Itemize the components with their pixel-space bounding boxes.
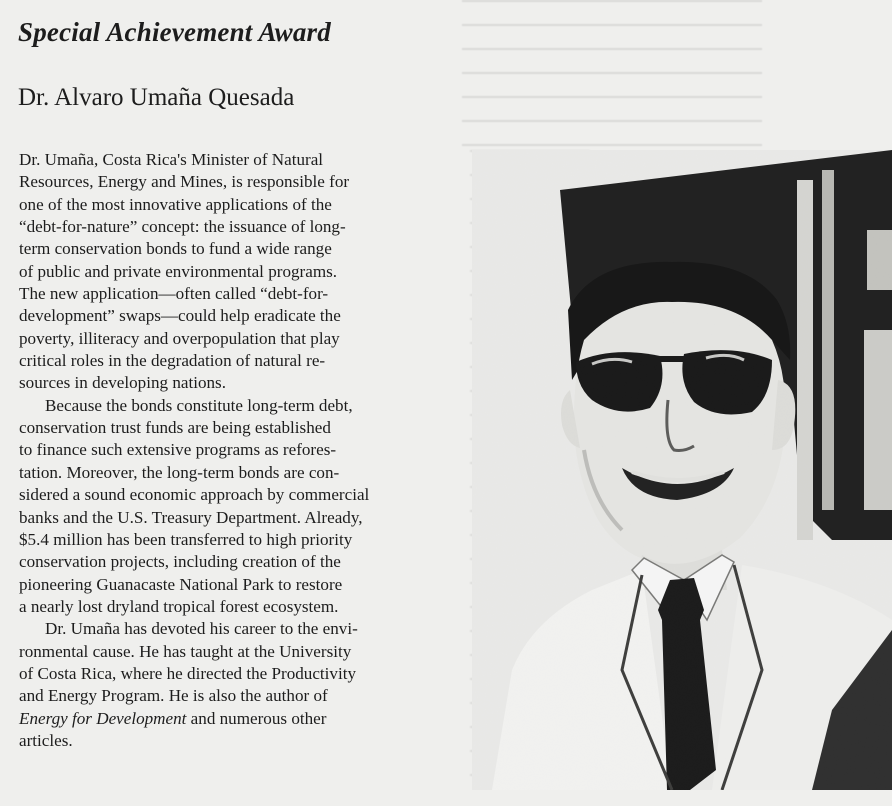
article-body bbox=[19, 149, 449, 752]
text-line: to finance such extensive programs as refores- bbox=[19, 440, 337, 460]
text-line: a nearly lost dryland tropical forest ecosystem. bbox=[19, 596, 339, 616]
text-line: “debt-for-nature” concept: the issuance of long- bbox=[19, 217, 346, 237]
text-line: banks and the U.S. Treasury Department. Already, bbox=[19, 507, 363, 527]
text-line: of public and private environmental programs. bbox=[19, 261, 338, 281]
text-line: and Energy Program. He is also the author of bbox=[19, 686, 328, 706]
paragraph-1 bbox=[19, 149, 449, 395]
text-line: one of the most innovative applications of the bbox=[19, 194, 332, 214]
text-line: articles. bbox=[19, 730, 73, 750]
paragraph-3 bbox=[19, 618, 449, 752]
text-line: The new application—often called “debt-for- bbox=[19, 284, 329, 304]
text-line: sources in developing nations. bbox=[19, 373, 226, 393]
text-line: term conservation bonds to fund a wide range bbox=[19, 239, 332, 259]
text-line: conservation projects, including creation of the bbox=[19, 552, 341, 572]
text-line: Because the bonds constitute long-term debt, bbox=[45, 395, 353, 415]
text-fragment: and numerous other bbox=[186, 708, 327, 728]
text-line: development” swaps—could help eradicate the bbox=[19, 306, 341, 326]
portrait-photo bbox=[472, 150, 892, 790]
text-line: Dr. Umaña, Costa Rica's Minister of Natural bbox=[19, 150, 324, 169]
text-line: ronmental cause. He has taught at the University bbox=[19, 641, 352, 661]
text-line: Resources, Energy and Mines, is responsible for bbox=[19, 172, 350, 192]
person-name: Dr. Alvaro Umaña Quesada bbox=[18, 84, 295, 111]
text-line: critical roles in the degradation of natural re- bbox=[19, 351, 326, 371]
text-line: sidered a sound economic approach by commercial bbox=[19, 485, 370, 505]
text-line: of Costa Rica, where he directed the Productivity bbox=[19, 663, 357, 683]
text-line: poverty, illiteracy and overpopulation that play bbox=[19, 328, 340, 348]
paragraph-2 bbox=[19, 395, 449, 618]
text-line: pioneering Guanacaste National Park to restore bbox=[19, 574, 343, 594]
text-line: conservation trust funds are being established bbox=[19, 418, 331, 438]
text-line: $5.4 million has been transferred to high priority bbox=[19, 529, 353, 549]
award-title: Special Achievement Award bbox=[18, 17, 331, 47]
text-line: tation. Moreover, the long-term bonds are con- bbox=[19, 462, 340, 482]
book-title: Energy for Development bbox=[19, 708, 187, 728]
text-line bbox=[19, 708, 449, 730]
text-line: Dr. Umaña has devoted his career to the envi- bbox=[45, 619, 358, 639]
